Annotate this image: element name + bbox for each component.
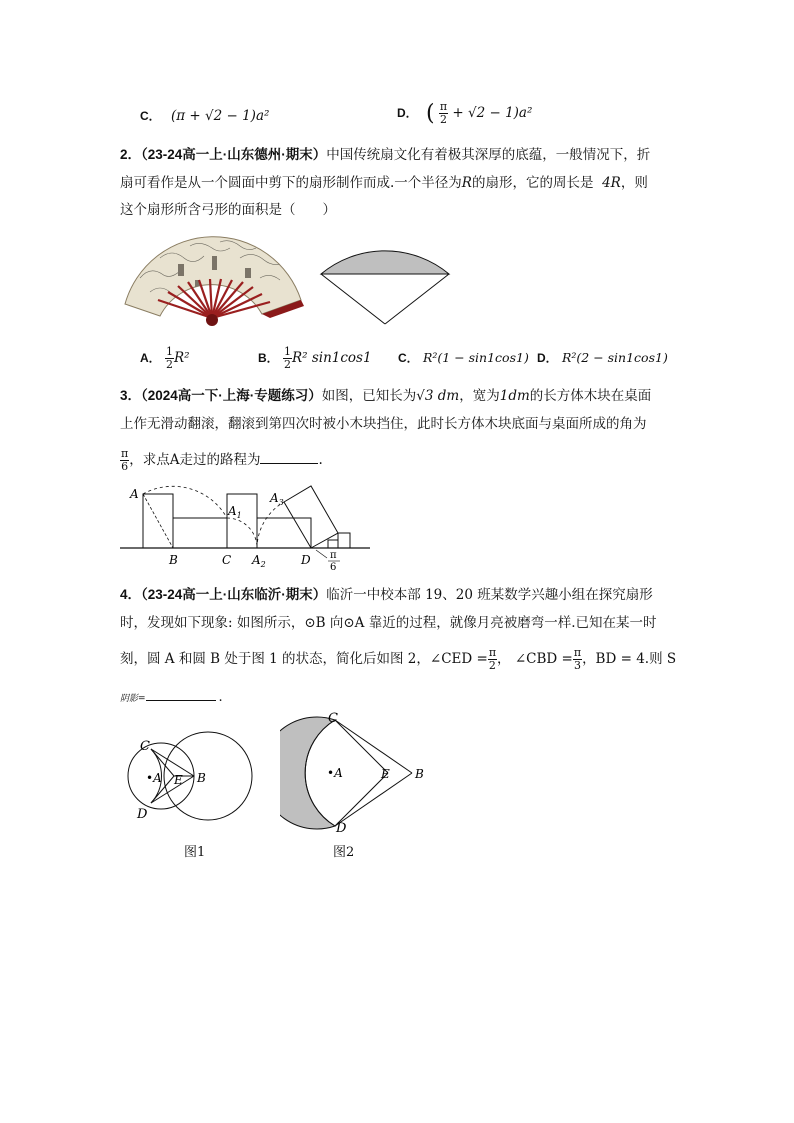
perimeter-value: 4R bbox=[602, 175, 621, 191]
frac-den: 2 bbox=[488, 659, 496, 672]
stopper-block-2 bbox=[338, 533, 350, 548]
q3-text: 如图，已知长为 bbox=[321, 388, 417, 404]
segment-db bbox=[335, 773, 412, 826]
fan-rivet bbox=[206, 314, 218, 326]
question-number: 4． bbox=[120, 587, 142, 602]
q1-option-d bbox=[397, 99, 532, 128]
diagonal-ab bbox=[143, 494, 173, 548]
q2-text: ，则 bbox=[620, 175, 648, 191]
q2-option-c bbox=[398, 348, 529, 368]
shaded-subscript: 阴影 bbox=[120, 694, 139, 704]
length-value: √3 dm bbox=[416, 388, 460, 404]
q3-text: ，求点A走过的路程为 bbox=[129, 452, 261, 468]
q4-text: ，BD = 4.则 S bbox=[582, 651, 677, 667]
label-a2 bbox=[251, 553, 266, 569]
frac-num: 1 bbox=[283, 345, 291, 358]
question-source: （23-24高一上·山东临沂·期末） bbox=[141, 587, 327, 602]
q4-text: 时，发现如下现象: 如图所示，⊙B 向⊙A 靠近的过程，就像月亮被磨弯一样.已知在某一时 bbox=[120, 615, 657, 631]
q3-line2 bbox=[120, 414, 647, 434]
fraction-pi-over-2 bbox=[488, 647, 497, 672]
block-position-2 bbox=[173, 518, 227, 548]
option-expression: (π + √2 − 1)a² bbox=[170, 108, 270, 124]
label-a3-sub: 3 bbox=[278, 498, 284, 507]
sector-radius-right bbox=[385, 274, 449, 324]
label-a1-sub: 1 bbox=[236, 511, 242, 520]
sector-radius-left bbox=[321, 274, 385, 324]
q2-line1 bbox=[120, 145, 650, 165]
q3-text: ，宽为 bbox=[459, 388, 500, 404]
q4-line2 bbox=[120, 613, 657, 633]
label-b: B bbox=[169, 553, 178, 567]
label-a1-main: A bbox=[228, 504, 237, 518]
q2-text: 这个扇形所含弓形的面积是（ ） bbox=[120, 202, 336, 218]
frac-den: 3 bbox=[573, 659, 581, 672]
frac-num: 1 bbox=[165, 345, 173, 358]
q3-line1 bbox=[120, 386, 651, 406]
var-r: R bbox=[461, 175, 472, 191]
sector-diagram bbox=[318, 238, 454, 330]
paren-open: ( bbox=[425, 100, 435, 126]
label-b: B bbox=[415, 767, 424, 781]
label-b: B bbox=[197, 771, 206, 785]
label-a2-main: A bbox=[252, 553, 261, 567]
option-expression: + √2 − 1)a² bbox=[452, 105, 533, 121]
q3-text: 上作无滑动翻滚，翻滚到第四次时被小木块挡住，此时长方体木块底面与桌面所成的角为 bbox=[120, 416, 647, 432]
q3-text: 的长方体木块在桌面 bbox=[529, 388, 652, 404]
option-label: A． bbox=[140, 351, 161, 365]
arc-a1-to-a2 bbox=[227, 518, 257, 548]
label-a1 bbox=[227, 504, 242, 520]
frac-num: π bbox=[439, 100, 448, 113]
segment-ce bbox=[335, 720, 388, 773]
q4-text: 临沂一中校本部 19、20 班某数学兴趣小组在探究扇形 bbox=[326, 587, 653, 603]
label-d: D bbox=[137, 807, 148, 822]
option-expression: R²(1 − sin1cos1) bbox=[422, 350, 529, 365]
fraction-pi-over-2 bbox=[439, 101, 448, 126]
angle-num: π bbox=[330, 550, 337, 561]
frac-den: 2 bbox=[165, 358, 173, 371]
option-label: C． bbox=[398, 351, 419, 365]
option-label: B． bbox=[258, 351, 279, 365]
angle-pointer bbox=[316, 550, 327, 558]
question-source: （2024高一下·上海·专题练习） bbox=[141, 388, 322, 403]
option-label: D． bbox=[397, 106, 418, 120]
label-a: •A bbox=[327, 766, 343, 780]
q2-option-a bbox=[140, 344, 190, 372]
stopper-block bbox=[328, 540, 338, 548]
frac-den: 2 bbox=[439, 113, 447, 126]
option-expression: R² bbox=[173, 350, 190, 366]
label-e: E bbox=[174, 773, 183, 787]
label-a: •A bbox=[146, 771, 162, 785]
q3-line3 bbox=[120, 446, 323, 474]
q2-line2 bbox=[120, 173, 648, 193]
question-source: （23-24高一上·山东德州·期末） bbox=[141, 147, 327, 162]
frac-den: 6 bbox=[121, 460, 129, 473]
option-label: D． bbox=[537, 351, 558, 365]
label-d: D bbox=[301, 553, 311, 567]
segment-cb bbox=[335, 720, 412, 773]
folding-fan-illustration bbox=[120, 218, 310, 330]
q4-line3 bbox=[120, 645, 676, 673]
q4-text: ， ∠CBD = bbox=[497, 651, 573, 667]
width-value: 1dm bbox=[499, 388, 530, 404]
label-a: A bbox=[130, 487, 139, 501]
angle-den: 6 bbox=[330, 562, 337, 570]
arc-a2-to-a3 bbox=[257, 502, 284, 548]
q2-text: 的扇形，它的周长是 bbox=[471, 175, 594, 191]
q3-text: . bbox=[318, 452, 323, 468]
label-a3-main: A bbox=[270, 491, 279, 505]
option-expression: R² sin1cos1 bbox=[291, 350, 372, 366]
block-position-4 bbox=[257, 518, 311, 548]
label-d: D bbox=[336, 821, 347, 836]
fraction-one-half bbox=[165, 346, 174, 371]
figure-2-caption: 图2 bbox=[333, 845, 355, 860]
q2-option-d bbox=[537, 348, 668, 368]
question-number: 2． bbox=[120, 147, 142, 162]
label-c: C bbox=[222, 553, 232, 567]
option-expression: R²(2 − sin1cos1) bbox=[561, 350, 668, 365]
q2-line3 bbox=[120, 200, 336, 220]
q2-option-b bbox=[258, 344, 372, 372]
block-position-3 bbox=[227, 494, 257, 548]
q4-text: . bbox=[218, 690, 223, 705]
rolling-block-figure bbox=[118, 482, 374, 570]
q2-text: 扇可看作是从一个圆面中剪下的扇形制作而成.一个半径为 bbox=[120, 175, 462, 191]
equals-sign: = bbox=[138, 694, 146, 704]
q2-text: 中国传统扇文化有着极其深厚的底蕴，一般情况下，折 bbox=[326, 147, 651, 163]
q4-line1 bbox=[120, 585, 653, 605]
label-a2-sub: 2 bbox=[260, 560, 266, 569]
fraction-one-half bbox=[283, 346, 292, 371]
figure-1-circles bbox=[118, 722, 258, 840]
fraction-pi-over-3 bbox=[573, 647, 582, 672]
label-e: E bbox=[381, 767, 390, 781]
option-label: C． bbox=[140, 109, 161, 123]
frac-num: π bbox=[573, 646, 582, 659]
frac-num: π bbox=[488, 646, 497, 659]
question-number: 3． bbox=[120, 388, 142, 403]
label-c: C bbox=[328, 711, 338, 726]
q4-text: 刻，圆 A 和圆 B 处于图 1 的状态，简化后如图 2，∠CED = bbox=[120, 651, 488, 667]
figure-1-caption: 图1 bbox=[184, 845, 206, 860]
frac-den: 2 bbox=[283, 358, 291, 371]
frac-num: π bbox=[121, 447, 129, 460]
answer-blank[interactable] bbox=[260, 449, 318, 464]
q1-option-c bbox=[140, 106, 269, 126]
answer-blank[interactable] bbox=[146, 688, 216, 701]
fraction-pi-over-6 bbox=[120, 448, 129, 473]
q4-line4 bbox=[120, 688, 223, 709]
figure-2-crescent bbox=[280, 710, 430, 838]
shaded-segment bbox=[321, 251, 449, 274]
arc-a-to-a1 bbox=[143, 486, 227, 518]
label-a3 bbox=[269, 491, 284, 507]
label-c: C bbox=[140, 739, 150, 754]
